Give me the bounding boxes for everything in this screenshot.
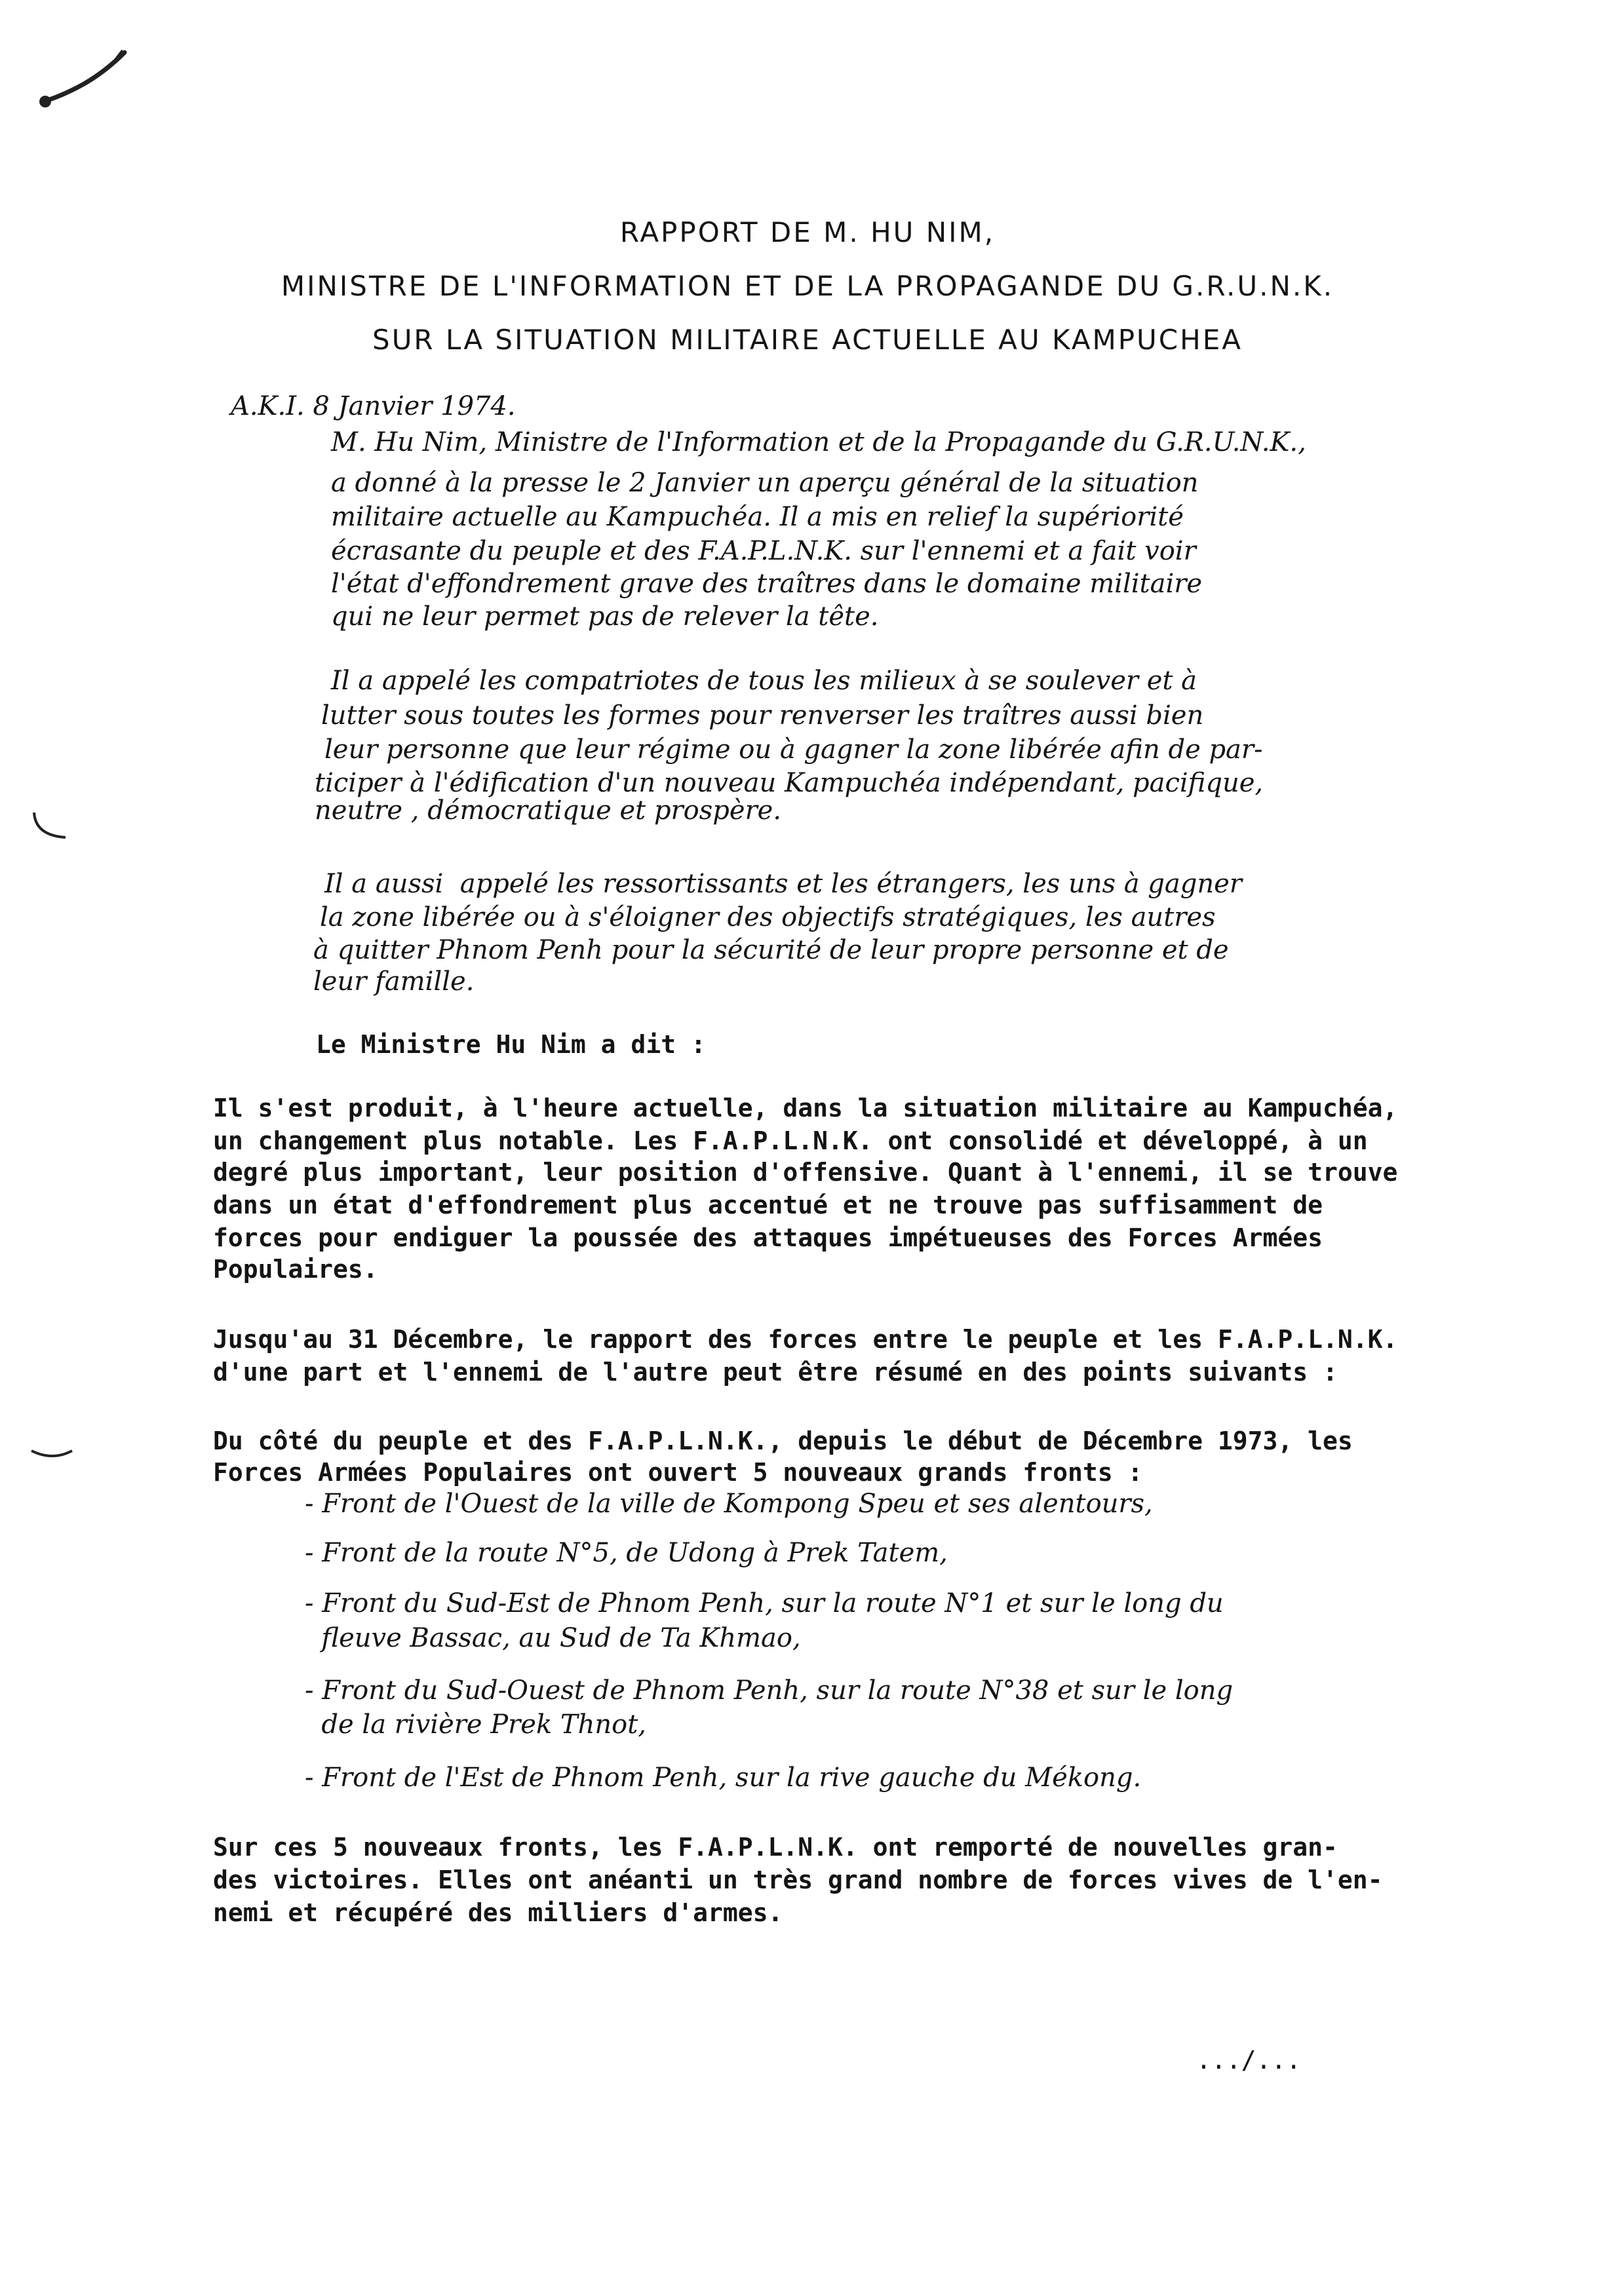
- list-item: - Front du Sud-Est de Phnom Penh, sur la route N°1 et sur le long du: [305, 1588, 1224, 1618]
- list-item: - Front du Sud-Ouest de Phnom Penh, sur la route N°38 et sur le long: [305, 1675, 1234, 1706]
- text-line: écrasante du peuple et des F.A.P.L.N.K. sur l'ennemi et a fait voir: [331, 536, 1196, 566]
- pen-stroke-mark: [36, 36, 134, 115]
- text-line: a donné à la presse le 2 Janvier un aperçu général de la situation: [331, 468, 1199, 498]
- text-line: dans un état d'effondrement plus accentué et ne trouve pas suffisamment de: [213, 1191, 1323, 1219]
- text-line: leur personne que leur régime ou à gagner la zone libérée afin de par-: [324, 735, 1263, 765]
- list-item-continuation: de la rivière Prek Thnot,: [305, 1710, 646, 1740]
- text-line: nemi et récupéré des milliers d'armes.: [213, 1898, 783, 1927]
- text-line: militaire actuelle au Kampuchéa. Il a mis en relief la supériorité: [331, 502, 1184, 532]
- text-line: M. Hu Nim, Ministre de l'Information et de la Propagande du G.R.U.N.K.,: [331, 427, 1306, 457]
- list-item: - Front de l'Ouest de la ville de Kompong Speu et ses alentours,: [305, 1489, 1153, 1519]
- text-line: Forces Armées Populaires ont ouvert 5 nouveaux grands fronts :: [213, 1458, 1143, 1487]
- text-line: degré plus important, leur position d'offensive. Quant à l'ennemi, il se trouve: [213, 1158, 1398, 1187]
- dateline: A.K.I. 8 Janvier 1974.: [231, 391, 516, 421]
- text-line: Il a appelé les compatriotes de tous les milieux à se soulever et à: [331, 666, 1197, 696]
- text-line: Populaires.: [213, 1255, 378, 1284]
- continuation-mark: .../...: [1196, 2046, 1302, 2075]
- punch-hole-mark-upper: [26, 806, 79, 852]
- list-item: - Front de l'Est de Phnom Penh, sur la rive gauche du Mékong.: [305, 1763, 1142, 1793]
- text-line: un changement plus notable. Les F.A.P.L.N.K. ont consolidé et développé, à un: [213, 1126, 1368, 1155]
- text-line: Sur ces 5 nouveaux fronts, les F.A.P.L.N.K. ont remporté de nouvelles gran-: [213, 1833, 1338, 1862]
- title-line-3: SUR LA SITUATION MILITAIRE ACTUELLE AU KAMPUCHEA: [372, 324, 1243, 356]
- text-line: Il a aussi appelé les ressortissants et les étrangers, les uns à gagner: [324, 869, 1242, 899]
- text-line: neutre , démocratique et prospère.: [315, 795, 782, 826]
- title-line-2: MINISTRE DE L'INFORMATION ET DE LA PROPAGANDE DU G.R.U.N.K.: [281, 270, 1334, 302]
- text-line: qui ne leur permet pas de relever la tête.: [331, 602, 879, 632]
- list-item-continuation: fleuve Bassac, au Sud de Ta Khmao,: [305, 1623, 801, 1653]
- punch-hole-mark-lower: [26, 1422, 85, 1474]
- text-line: leur famille.: [313, 966, 475, 997]
- text-line: lutter sous toutes les formes pour renverser les traîtres aussi bien: [321, 700, 1204, 731]
- text-line: ticiper à l'édification d'un nouveau Kampuchéa indépendant, pacifique,: [315, 768, 1264, 798]
- text-line: Du côté du peuple et des F.A.P.L.N.K., depuis le début de Décembre 1973, les: [213, 1426, 1353, 1455]
- text-line: des victoires. Elles ont anéanti un très grand nombre de forces vives de l'en-: [213, 1866, 1383, 1894]
- title-line-1: RAPPORT DE M. HU NIM,: [619, 216, 996, 248]
- text-line: la zone libérée ou à s'éloigner des objectifs stratégiques, les autres: [320, 902, 1216, 932]
- text-line: l'état d'effondrement grave des traîtres dans le domaine militaire: [331, 569, 1203, 599]
- text-line: Jusqu'au 31 Décembre, le rapport des forces entre le peuple et les F.A.P.L.N.K.: [213, 1325, 1398, 1354]
- list-item: - Front de la route N°5, de Udong à Prek Tatem,: [305, 1538, 948, 1568]
- text-line: Il s'est produit, à l'heure actuelle, dans la situation militaire au Kampuchéa,: [213, 1094, 1398, 1122]
- text-line: forces pour endiguer la poussée des attaques impétueuses des Forces Armées: [213, 1223, 1323, 1252]
- minister-said-line: Le Ministre Hu Nim a dit :: [316, 1030, 706, 1059]
- text-line: à quitter Phnom Penh pour la sécurité de leur propre personne et de: [313, 935, 1229, 965]
- text-line: d'une part et l'ennemi de l'autre peut être résumé en des points suivants :: [213, 1358, 1338, 1387]
